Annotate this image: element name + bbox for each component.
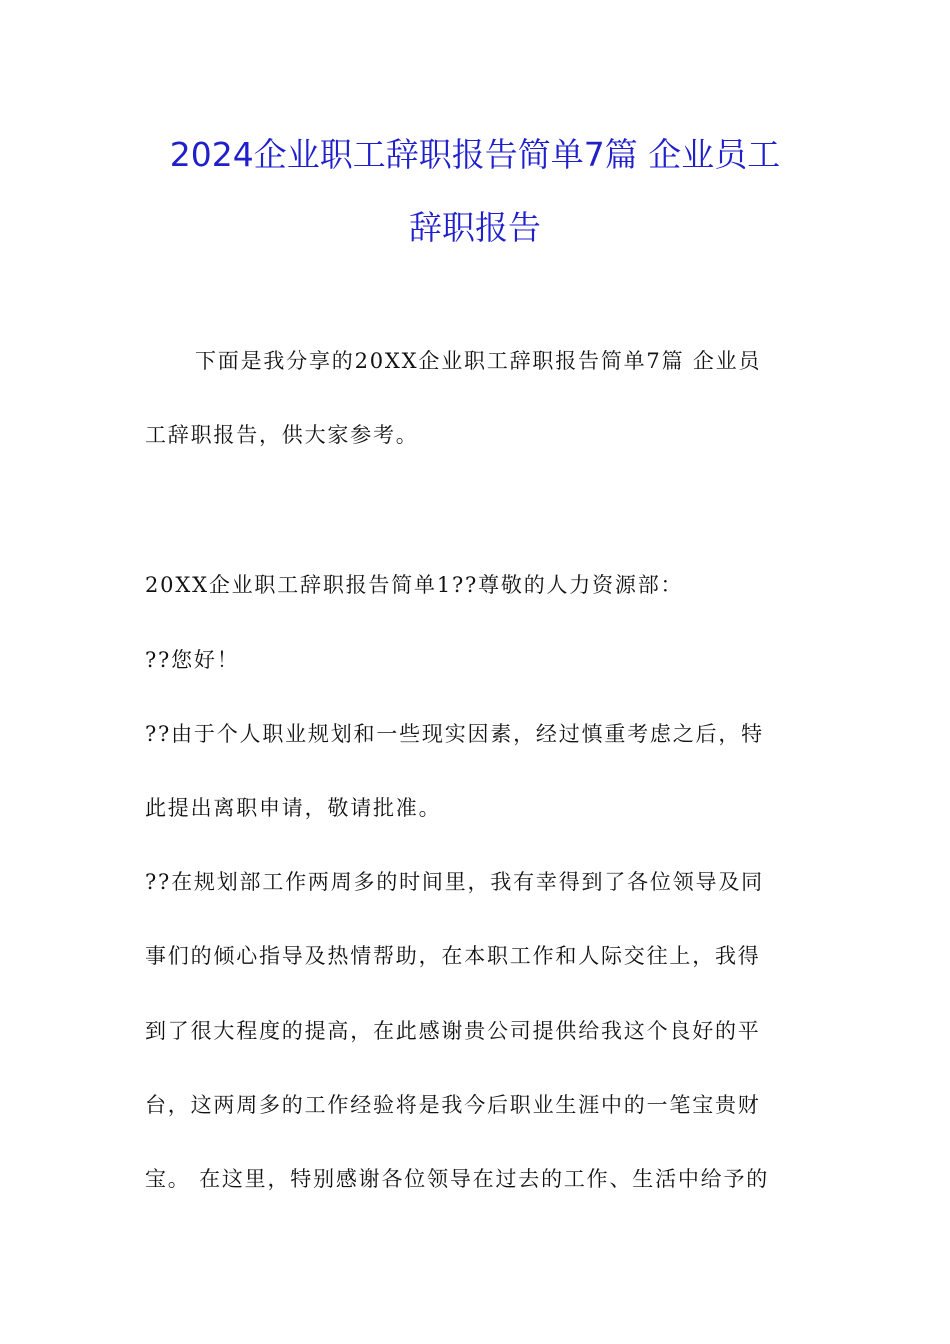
paragraph-2-line-1: ??在规划部工作两周多的时间里，我有幸得到了各位领导及同 bbox=[145, 870, 764, 894]
section-heading: 20XX企业职工辞职报告简单1??尊敬的人力资源部： bbox=[145, 573, 684, 597]
greeting: ??您好！ bbox=[145, 648, 240, 672]
paragraph-2-line-2: 事们的倾心指导及热情帮助，在本职工作和人际交往上，我得 bbox=[145, 944, 761, 968]
paragraph-2-line-4: 台，这两周多的工作经验将是我今后职业生涯中的一笔宝贵财 bbox=[145, 1093, 761, 1117]
paragraph-2-line-5: 宝。 在这里，特别感谢各位领导在过去的工作、生活中给予的 bbox=[145, 1167, 770, 1191]
document-title-line-2: 辞职报告 bbox=[409, 208, 541, 247]
paragraph-2-line-3: 到了很大程度的提高，在此感谢贵公司提供给我这个良好的平 bbox=[145, 1019, 761, 1043]
intro-line-2: 工辞职报告，供大家参考。 bbox=[145, 423, 419, 447]
intro-line-1: 下面是我分享的20XX企业职工辞职报告简单7篇 企业员 bbox=[195, 349, 762, 373]
paragraph-1-line-1: ??由于个人职业规划和一些现实因素，经过慎重考虑之后，特 bbox=[145, 722, 764, 746]
paragraph-1-line-2: 此提出离职申请，敬请批准。 bbox=[145, 796, 442, 820]
document-title-line-1: 2024企业职工辞职报告简单7篇 企业员工 bbox=[169, 135, 781, 174]
